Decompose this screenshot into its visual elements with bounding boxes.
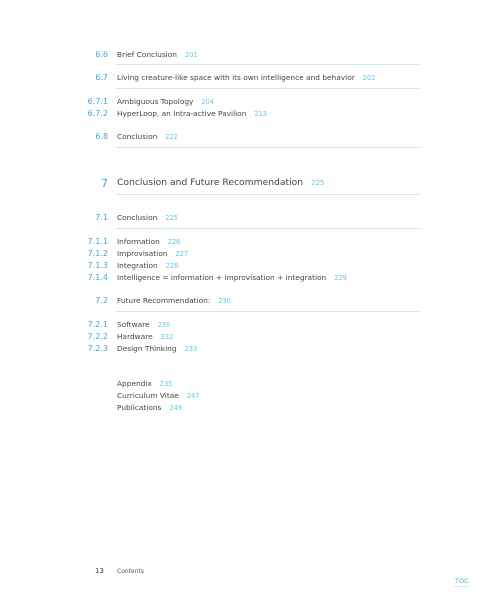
leader-dots (117, 311, 420, 312)
section-title-text: Living creature-like space with its own intelligence and behavior (117, 73, 355, 82)
section-title-text: Curriculum Vitae (117, 391, 179, 400)
section-title-text: Information (117, 237, 160, 246)
leader-dots (117, 194, 420, 195)
section-number: 6.8 (95, 132, 108, 141)
section-number: 7.2 (95, 296, 108, 305)
section-title-text: Software (117, 320, 150, 329)
page-number: 235 (159, 380, 173, 388)
section-title[interactable] (117, 332, 173, 341)
section-number: 6.7 (95, 73, 108, 82)
section-number: 7.1.3 (87, 261, 108, 270)
section-title[interactable] (117, 296, 231, 305)
page-number: 202 (362, 74, 376, 82)
section-title-text: Ambiguous Topology (117, 97, 194, 106)
section-title[interactable] (117, 344, 197, 353)
page-number: 230 (157, 321, 171, 329)
page-footer-label: Contents (117, 568, 144, 575)
section-number: 7.1.4 (87, 273, 108, 282)
section-title[interactable] (117, 320, 170, 329)
section-title-text: Future Recommendation: (117, 296, 211, 305)
leader-dots (117, 64, 420, 65)
section-title-text: Appendix (117, 379, 152, 388)
section-title[interactable] (117, 50, 198, 59)
section-title-text: Conclusion (117, 213, 158, 222)
chapter-title[interactable] (117, 177, 324, 188)
page-number: 225 (311, 179, 325, 187)
section-title[interactable] (117, 391, 199, 400)
section-title[interactable] (117, 132, 178, 141)
section-title-text: Integration (117, 261, 158, 270)
section-title[interactable] (117, 109, 267, 118)
section-title-text: Hardware (117, 332, 153, 341)
chapter-title-text: Conclusion and Future Recommendation (117, 177, 304, 188)
page-number: 230 (218, 297, 231, 305)
leader-dots (117, 88, 420, 89)
section-title[interactable] (117, 73, 375, 82)
page-number: 201 (184, 51, 198, 59)
page-number: 225 (165, 214, 178, 222)
section-number: 7.2.2 (87, 332, 108, 341)
section-title-text: Improvisation (117, 249, 168, 258)
section-number: 6.6 (95, 50, 108, 59)
section-number: 7.1.2 (87, 249, 108, 258)
chapter-number: 7 (101, 177, 108, 190)
page-number: 229 (334, 274, 347, 282)
section-title-text: Conclusion (117, 132, 158, 141)
section-number: 7.2.1 (87, 320, 108, 329)
page-number: 226 (167, 238, 181, 246)
page-number: 204 (201, 98, 215, 106)
section-title-text: Design Thinking (117, 344, 177, 353)
section-title[interactable] (117, 379, 172, 388)
leader-dots (117, 228, 420, 229)
page-number: 227 (175, 250, 189, 258)
page-number: 247 (186, 392, 200, 400)
page-footer-number: 13 (95, 567, 104, 575)
section-title-text: Brief Conclusion (117, 50, 177, 59)
section-title[interactable] (117, 97, 214, 106)
page-number: 233 (184, 345, 198, 353)
section-title[interactable] (117, 261, 178, 270)
page-number: 213 (254, 110, 267, 118)
section-number: 7.2.3 (87, 344, 108, 353)
section-title[interactable] (117, 237, 180, 246)
section-title[interactable] (117, 273, 347, 282)
section-title[interactable] (117, 213, 178, 222)
section-number: 6.7.2 (87, 109, 108, 118)
page-number: 249 (169, 404, 183, 412)
section-title-text: HyperLoop, an Intra-active Pavilion (117, 109, 247, 118)
section-number: 7.1 (95, 213, 108, 222)
section-title[interactable] (117, 403, 182, 412)
section-title[interactable] (117, 249, 188, 258)
page-number: 232 (160, 333, 174, 341)
page-number: 222 (165, 133, 178, 141)
toc-nav-link[interactable]: TOC (455, 577, 469, 585)
section-title-text: Publications (117, 403, 162, 412)
page-number: 228 (165, 262, 179, 270)
section-title-text: Intelligence = information + improvisation + integration (117, 273, 327, 282)
section-number: 6.7.1 (87, 97, 108, 106)
section-number: 7.1.1 (87, 237, 108, 246)
leader-dots (117, 147, 420, 148)
